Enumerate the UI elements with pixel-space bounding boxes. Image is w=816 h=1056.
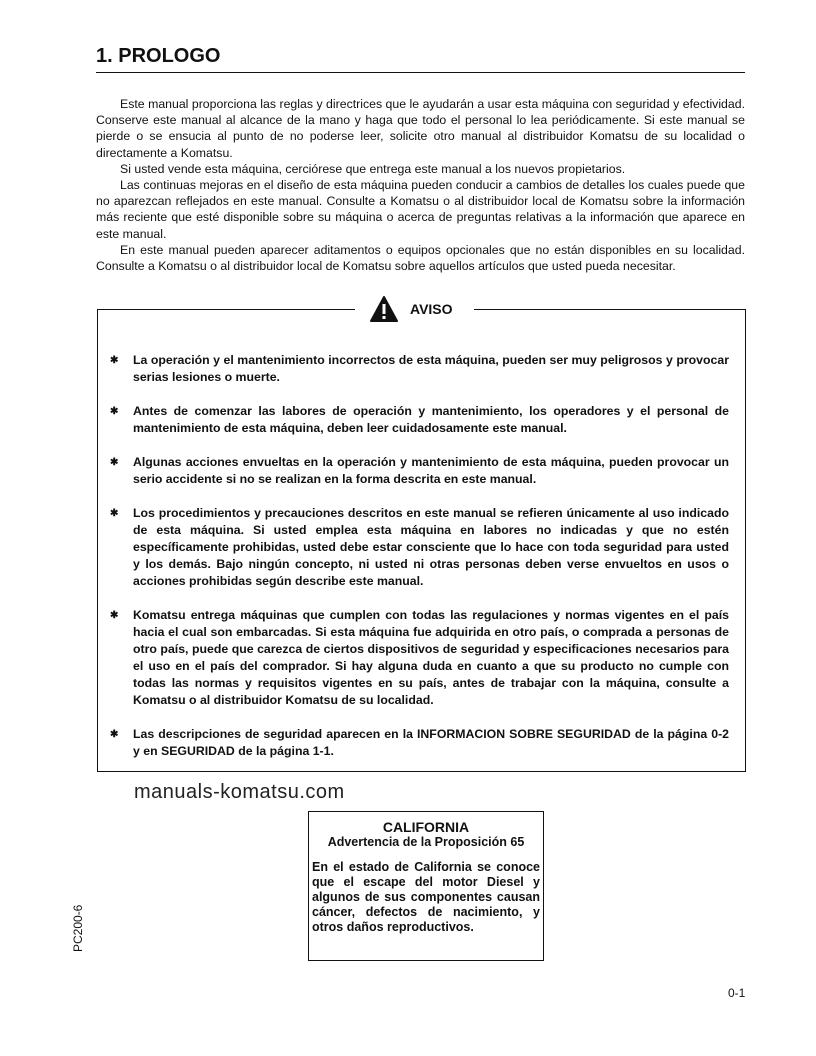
intro-paragraph: Si usted vende esta máquina, cerciórese que entrega este manual a los nuevos propietarios. [120,161,626,176]
model-label: PC200-6 [71,904,85,952]
warning-list [110,352,729,777]
intro-paragraph: En este manual pueden aparecer aditamentos o equipos opcionales que no están disponibles en su localidad. Consulte a Komatsu o al distribuidor local de Komatsu sobre aquellos artículos que usted pueda necesitar. [96,242,745,274]
california-body: En el estado de California se conoce que el escape del motor Diesel y algunos de sus componentes causan cáncer, defectos de nacimiento, y otros daños reproductivos. [312,860,540,934]
bullet-icon: ✱ [110,508,119,519]
warning-item [110,607,729,709]
intro-paragraph: Este manual proporciona las reglas y directrices que le ayudarán a usar esta máquina con seguridad y efectividad. Conserve este manual al alcance de la mano y haga que todo el personal lo lea periódicamente. Si este manual se pierde o se ensucia al punto de no poderse leer, solicite otro manual al distribuidor Komatsu de su localidad o directamente a Komatsu. [96,97,745,160]
intro-text [96,96,745,274]
bullet-icon: ✱ [110,610,119,621]
watermark: manuals-komatsu.com [134,781,345,803]
intro-paragraph: Las continuas mejoras en el diseño de esta máquina pueden conducir a cambios de detalles los cuales puede que no aparezcan reflejados en este manual. Consulte a Komatsu o al distribuidor local de Komatsu sobre la información más reciente que esté disponible sobre su máquina o acerca de preguntas relativas a la información que aparece en este manual. [96,178,745,241]
page-title: 1. PROLOGO [96,45,221,67]
warning-item-text: Komatsu entrega máquinas que cumplen con todas las regulaciones y normas vigentes en el país hacia el cual son embarcadas. Si esta máquina fue adquirida en otro país, o comprada a personas de otro país, puede que carezca de ciertos dispositivos de seguridad y especificaciones necesarios para el uso en el país del comprador. Si hay alguna duda en cuanto a que su producto no cumple con todas las normas y requisitos vigentes en su país, antes de trabajar con la máquina, consulte a Komatsu o al distribuidor Komatsu de su localidad. [133,608,729,707]
bullet-icon: ✱ [110,457,119,468]
bullet-icon: ✱ [110,729,119,740]
warning-item [110,454,729,488]
warning-item [110,726,729,760]
warning-item [110,505,729,590]
warning-item [110,352,729,386]
warning-item-text: Algunas acciones envueltas en la operación y mantenimiento de esta máquina, pueden provocar un serio accidente si no se realizan en la forma descrita en este manual. [133,455,729,486]
bullet-icon: ✱ [110,406,119,417]
bullet-icon: ✱ [110,355,119,366]
page-number: 0-1 [728,986,746,1000]
california-subheading: Advertencia de la Proposición 65 [327,835,525,849]
california-notice [308,811,544,961]
warning-item-text: Los procedimientos y precauciones descritos en este manual se refieren únicamente al uso indicado de esta máquina. Si usted emplea esta máquina en labores no indicadas y que no estén específicamente prohibidas, usted debe estar consciente que lo hace con toda seguridad para usted y los demás. Bajo ningún concepto, ni usted ni otras personas deben verse envueltos en usos o acciones prohibidas según describe este manual. [133,506,729,588]
title-rule [96,72,745,73]
warning-label: AVISO [410,301,453,317]
warning-header [370,296,453,322]
warning-item-text: Antes de comenzar las labores de operación y mantenimiento, los operadores y el personal de mantenimiento de esta máquina, deben leer cuidadosamente este manual. [133,404,729,435]
warning-triangle-icon [370,296,398,322]
california-heading: CALIFORNIA [382,819,470,835]
warning-item-text: La operación y el mantenimiento incorrectos de esta máquina, pueden ser muy peligrosos y provocar serias lesiones o muerte. [133,353,729,384]
warning-item-text: Las descripciones de seguridad aparecen en la INFORMACION SOBRE SEGURIDAD de la página 0-2 y en SEGURIDAD de la página 1-1. [133,727,729,758]
warning-item [110,403,729,437]
